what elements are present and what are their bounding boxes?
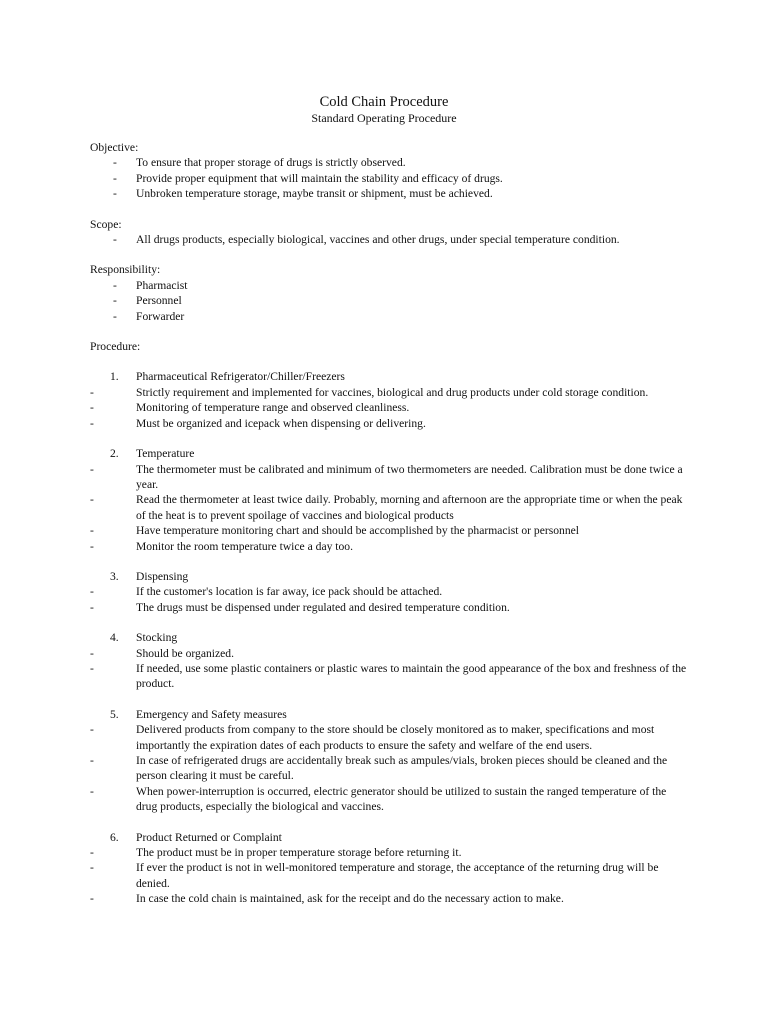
list-item-text: When power-interruption is occurred, electric generator should be utilized to sustain the ranged temperature of the drug products, especially the biological and vaccines. [136, 784, 667, 814]
section-number: 1. [110, 370, 119, 384]
section-title-text: Dispensing [136, 569, 189, 583]
list-item [90, 171, 690, 186]
list-item [90, 539, 690, 554]
list-item-text: If the customer's location is far away, ice pack should be attached. [136, 585, 443, 599]
list-item [90, 784, 690, 815]
dash-marker: - [113, 309, 117, 323]
list-item-text: In case of refrigerated drugs are accidentally break such as ampules/vials, broken pieces should be cleaned and the person clearing it must be careful. [136, 754, 668, 783]
list-item-text: Unbroken temperature storage, maybe transit or shipment, must be achieved. [136, 187, 493, 201]
procedure-heading: Procedure: [90, 340, 141, 354]
responsibility-list [90, 278, 690, 324]
list-item [90, 860, 690, 891]
list-item [90, 278, 690, 293]
list-item-text: All drugs products, especially biological, vaccines and other drugs, under special temperature condition. [136, 233, 620, 247]
list-item [90, 845, 690, 860]
section-number: 5. [110, 707, 119, 721]
list-item [90, 400, 690, 415]
list-item [90, 232, 690, 247]
list-item [90, 462, 690, 493]
list-item [90, 293, 690, 308]
section-number: 3. [110, 569, 119, 583]
list-item-text: To ensure that proper storage of drugs is strictly observed. [136, 156, 406, 170]
list-item [90, 385, 690, 400]
dash-marker: - [90, 524, 94, 538]
list-item-text: Provide proper equipment that will maintain the stability and efficacy of drugs. [136, 171, 503, 185]
dash-marker: - [113, 278, 117, 292]
list-item-text: In case the cold chain is maintained, ask for the receipt and do the necessary action to make. [136, 892, 564, 906]
section-title-text: Emergency and Safety measures [136, 707, 287, 721]
dash-marker: - [90, 892, 94, 906]
list-item [90, 661, 690, 692]
section-number: 4. [110, 631, 119, 645]
dash-marker: - [90, 784, 94, 798]
section-title-text: Pharmaceutical Refrigerator/Chiller/Freezers [136, 370, 345, 384]
list-item-text: Forwarder [136, 309, 185, 323]
dash-marker: - [113, 294, 117, 308]
dash-marker: - [113, 233, 117, 247]
document-body [90, 140, 690, 907]
scope-heading: Scope: [90, 217, 122, 231]
dash-marker: - [90, 401, 94, 415]
dash-marker: - [113, 156, 117, 170]
list-item-text: The thermometer must be calibrated and minimum of two thermometers are needed. Calibration must be done twice a year. [136, 462, 683, 491]
list-item [90, 722, 690, 753]
section-title-text: Temperature [136, 447, 195, 461]
list-item [90, 646, 690, 661]
section-number: 2. [110, 447, 119, 461]
responsibility-heading: Responsibility: [90, 263, 161, 277]
document-title: Cold Chain Procedure [319, 94, 449, 110]
list-item-text: Monitor the room temperature twice a day too. [136, 539, 353, 553]
procedure-section-title [90, 707, 690, 722]
list-item [90, 523, 690, 538]
procedure-section-title [90, 830, 690, 845]
dash-marker: - [113, 187, 117, 201]
list-item [90, 309, 690, 324]
dash-marker: - [90, 385, 94, 399]
dash-marker: - [90, 646, 94, 660]
dash-marker: - [90, 754, 94, 767]
list-item-text: Read the thermometer at least twice daily. Probably, morning and afternoon are the appropriate time or when the peak of the heat is to prevent spoilage of vaccines and biological products [136, 493, 683, 522]
dash-marker: - [90, 585, 94, 599]
list-item-text: If needed, use some plastic containers or plastic wares to maintain the good appearance of the box and freshness of the product. [136, 661, 687, 691]
list-item [90, 753, 690, 784]
list-item-text: Must be organized and icepack when dispensing or delivering. [136, 416, 426, 430]
dash-marker: - [90, 539, 94, 553]
list-item-text: Pharmacist [136, 278, 188, 292]
list-item [90, 584, 690, 599]
list-item-text: Delivered products from company to the store should be closely monitored as to maker, specifications and most importantly the expiration dates of each products to ensure the safety and welfare of the end users. [136, 723, 655, 752]
procedure-section-title [90, 369, 690, 384]
list-item [90, 155, 690, 170]
list-item [90, 891, 690, 906]
list-item-text: If ever the product is not in well-monitored temperature and storage, the acceptance of the returning drug will be denied. [136, 861, 659, 890]
procedure-section-title [90, 446, 690, 461]
dash-marker: - [90, 723, 94, 737]
objective-heading: Objective: [90, 141, 139, 154]
dash-marker: - [90, 462, 94, 476]
list-item [90, 600, 690, 615]
list-item-text: The drugs must be dispensed under regulated and desired temperature condition. [136, 600, 510, 614]
objective-list [90, 155, 690, 201]
list-item-text: Monitoring of temperature range and observed cleanliness. [136, 401, 410, 415]
list-item [90, 492, 690, 523]
document-subtitle: Standard Operating Procedure [311, 111, 457, 125]
list-item [90, 186, 690, 201]
procedure-section-title [90, 569, 690, 584]
list-item-text: Personnel [136, 294, 182, 308]
scope-list [90, 232, 690, 247]
procedure-section-title [90, 630, 690, 645]
dash-marker: - [90, 846, 94, 860]
dash-marker: - [90, 661, 94, 675]
list-item-text: Strictly requirement and implemented for vaccines, biological and drug products under cold storage condition. [136, 385, 649, 399]
section-number: 6. [110, 830, 119, 844]
dash-marker: - [90, 861, 94, 875]
section-title-text: Stocking [136, 631, 178, 645]
list-item-text: Should be organized. [136, 646, 234, 660]
list-item-text: The product must be in proper temperature storage before returning it. [136, 846, 462, 860]
list-item-text: Have temperature monitoring chart and should be accomplished by the pharmacist or personnel [136, 524, 579, 538]
dash-marker: - [90, 416, 94, 430]
section-title-text: Product Returned or Complaint [136, 830, 282, 844]
list-item [90, 416, 690, 431]
dash-marker: - [90, 493, 94, 507]
dash-marker: - [90, 600, 94, 614]
dash-marker: - [113, 171, 117, 185]
